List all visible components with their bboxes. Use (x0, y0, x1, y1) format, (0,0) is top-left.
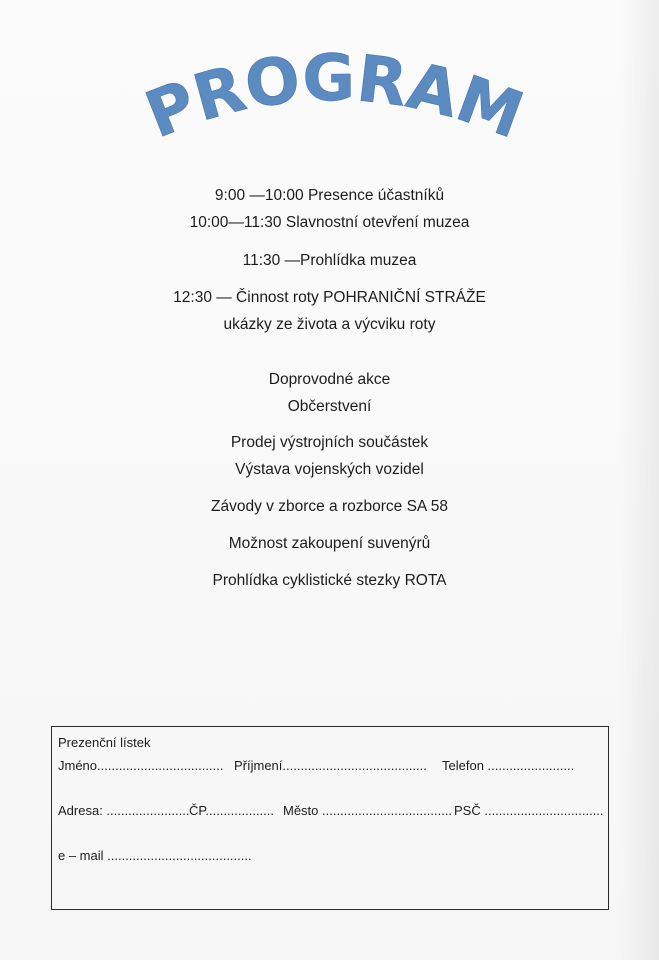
activity-item-6: Možnost zakoupení suvenýrů (228, 535, 431, 552)
page-title (136, 42, 532, 154)
phone-field[interactable]: Telefon ........................ (442, 758, 575, 773)
activity-item-4: Výstava vojenských vozidel (235, 461, 424, 478)
email-field[interactable]: e – mail ........................................ (58, 848, 252, 863)
activity-item-2: Občerstvení (287, 398, 372, 415)
surname-field[interactable]: Příjmení........................................ (234, 758, 427, 773)
activity-item-1: Doprovodné akce (268, 371, 391, 388)
cp-field[interactable]: ČP................... (189, 803, 275, 818)
activity-item-7: Prohlídka cyklistické stezky ROTA (212, 572, 447, 589)
psc-field[interactable]: PSČ ................................. (454, 803, 604, 818)
schedule-item-2: 10:00—11:30 Slavnostní otevření muzea (189, 214, 470, 231)
schedule-item-4: 12:30 — Činnost roty POHRANIČNÍ STRÁŽE (173, 289, 486, 306)
schedule-item-3: 11:30 —Prohlídka muzea (242, 252, 417, 269)
form-heading: Prezenční lístek (58, 735, 151, 750)
activity-item-5: Závody v zborce a rozborce SA 58 (211, 498, 448, 515)
activity-item-3: Prodej výstrojních součástek (230, 434, 429, 451)
page-title-text: PROGRAM (136, 41, 533, 154)
registration-form-box (51, 726, 609, 910)
address-field[interactable]: Adresa: ....................... (58, 803, 190, 818)
program-title-arc (0, 0, 659, 200)
schedule-item-4-detail: ukázky ze života a výcviku roty (223, 316, 436, 333)
name-field[interactable]: Jméno................................... (58, 758, 224, 773)
schedule-item-1: 9:00 —10:00 Presence účastníků (214, 187, 445, 204)
city-field[interactable]: Město .................................... (283, 803, 453, 818)
